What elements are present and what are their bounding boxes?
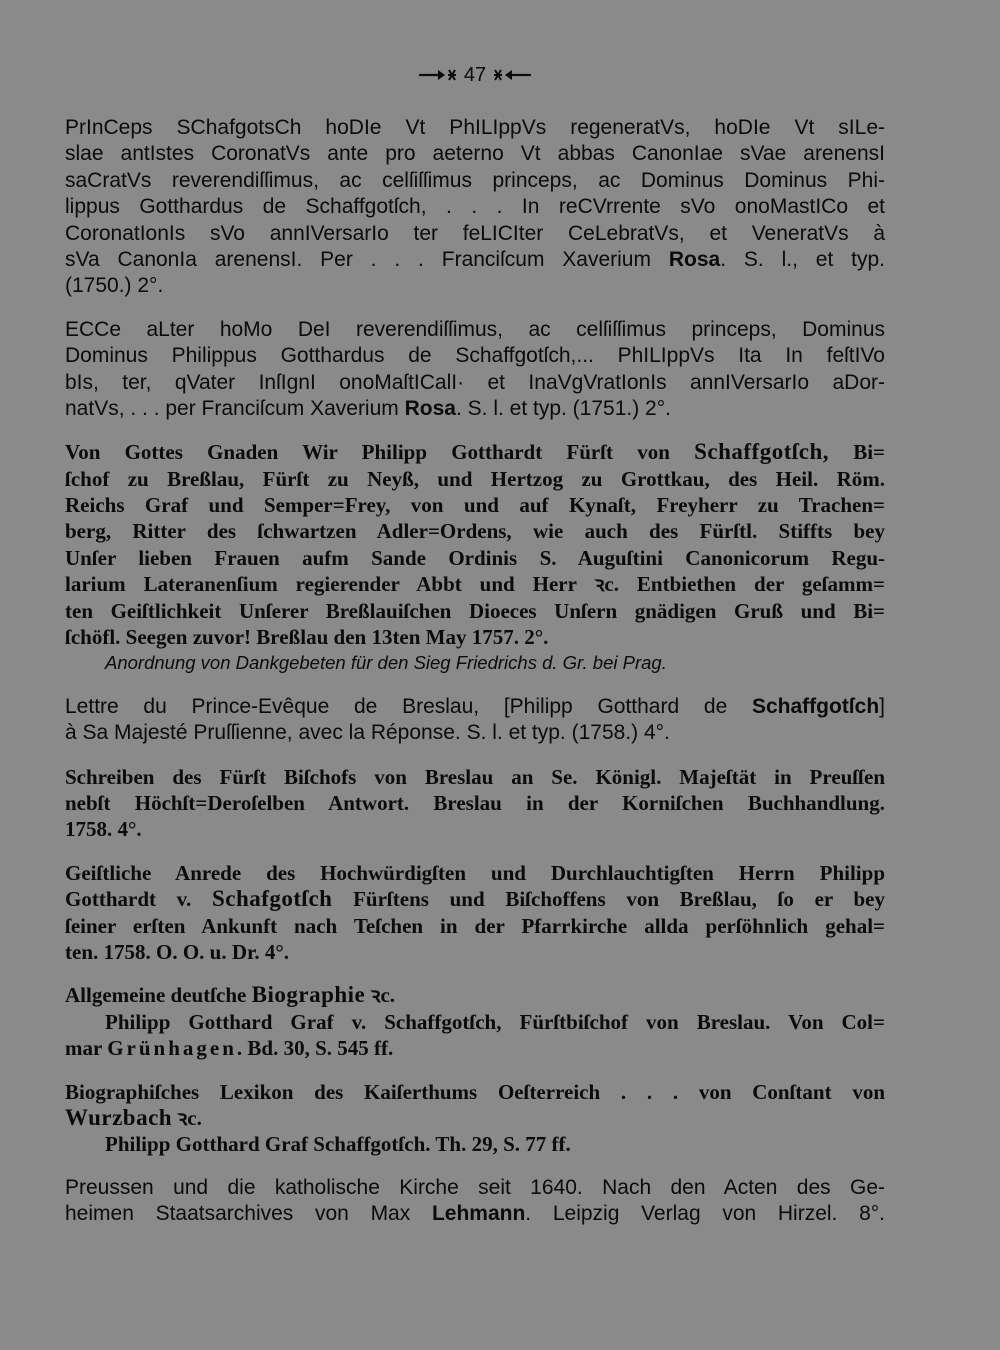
- line-text: à Sa Majesté Pruſſienne, avec la Réponse. S. l. et typ. (1758.) 4°.: [65, 721, 670, 745]
- bibliography-entry: [65, 439, 885, 677]
- page-number: 47: [463, 63, 487, 86]
- line-text: ſchof zu Breßlau, Fürſt zu Neyß, und Hertzog zu Grottkau, des Heil. Röm.: [65, 466, 885, 491]
- line-text: lippus Gotthardus de Schaffgotſch, . . . In reCVrrente sVo onoMastICo et: [65, 195, 885, 219]
- subject-name: Schaffgotſch,: [694, 439, 830, 465]
- entry-line: [65, 1035, 885, 1061]
- line-text: (1750.) 2°.: [65, 274, 164, 298]
- subject-name: Schafgotſch: [211, 886, 333, 912]
- line-text: Dominus Philippus Gotthardus de Schaffgotſch,... PhILIppVs Ita In feſtIVo: [65, 344, 885, 368]
- line-text: Anordnung von Dankgebeten für den Sieg Friedrichs d. Gr. bei Prag.: [105, 652, 667, 674]
- text-segment: mar: [65, 1036, 108, 1061]
- entry-line: [65, 221, 885, 247]
- entry-line: [65, 694, 885, 720]
- text-segment: ꝛc.: [365, 983, 396, 1008]
- entry-line: [65, 343, 885, 369]
- ornament-left-icon: [418, 67, 458, 83]
- line-text: bIs, ter, qVater InſIgnI onoMaſtICalI· et InaVgVratIonIs annIVersarIo aDor-: [65, 370, 885, 394]
- line-text: Reichs Graf und Semper=Frey, von und auf Kynaſt, Freyherr zu Trachen=: [65, 493, 885, 518]
- line-text: ten. 1758. O. O. u. Dr. 4°.: [65, 939, 290, 964]
- entry-line: [65, 598, 885, 624]
- text-segment: Gotthardt v.: [65, 887, 212, 912]
- entry-line: [65, 396, 885, 422]
- entry-line: [65, 571, 885, 597]
- ornament-right-icon: [492, 67, 532, 83]
- entry-line: [65, 168, 885, 194]
- entry-line: [65, 1175, 885, 1201]
- line-text: slae antIstes CoronatVs ante pro aeterno Vt abbas CanonIae sVae arenensI: [65, 142, 885, 166]
- author-name: Grünhagen: [107, 1036, 237, 1061]
- entry-line: [65, 545, 885, 571]
- line-text: Biographiſches Lexikon des Kaiſerthums Oeſterreich . . . von Conſtant von: [65, 1079, 885, 1104]
- entry-line: [65, 317, 885, 343]
- text-segment: ꝛc.: [172, 1105, 202, 1130]
- text-segment: ]: [879, 694, 885, 718]
- author-name: Wurzbach: [65, 1104, 173, 1130]
- line-text: Unſer lieben Frauen aufm Sande Ordinis S. Auguſtini Canonicorum Regu-: [65, 545, 885, 570]
- bibliography-entry: [65, 764, 885, 843]
- line-text: 1758. 4°.: [65, 817, 142, 842]
- text-segment: . Leipzig Verlag von Hirzel. 8°.: [525, 1202, 886, 1226]
- entry-line: [65, 439, 885, 465]
- work-title: Biographie: [251, 982, 366, 1008]
- bibliography-column: [65, 115, 885, 1244]
- entry-line: [65, 624, 885, 650]
- line-text: Schreiben des Fürſt Biſchofs von Breslau an Se. Königl. Majeſtät in Preuſſen: [65, 764, 885, 789]
- entry-line: [65, 273, 885, 299]
- line-text: ten Geiſtlichkeit Unſerer Breßlauiſchen Dioeces Unſern gnädigen Gruß und Bi=: [65, 598, 885, 623]
- bibliography-entry: [65, 982, 885, 1061]
- line-text: Geiſtliche Anrede des Hochwürdigſten und Durchlauchtigſten Herrn Philipp: [65, 860, 885, 885]
- bibliography-entry: [65, 1079, 885, 1158]
- line-text: Philipp Gotthard Graf v. Schaffgotſch, Fürſtbiſchof von Breslau. Von Col=: [105, 1009, 885, 1034]
- text-segment: . S. l., et typ.: [720, 247, 885, 271]
- line-text: [65, 1201, 885, 1227]
- entry-annotation: [65, 650, 885, 676]
- entry-line: [65, 860, 885, 886]
- entry-line: [65, 1079, 885, 1105]
- entry-line: [65, 982, 885, 1008]
- line-text: [65, 396, 671, 422]
- entry-line: [65, 115, 885, 141]
- line-text: berg, Ritter des ſchwartzen Adler=Ordens, wie auch des Fürſtl. Stiffts bey: [65, 519, 885, 544]
- line-text: [65, 1035, 393, 1061]
- entry-line: [65, 939, 885, 965]
- text-segment: sVa CanonIa arenensI. Per . . . Franciſcum Xaverium: [65, 247, 669, 271]
- line-text: saCratVs reverendiſſimus, ac celſiſſimus princeps, ac Dominus Dominus Phi-: [65, 168, 885, 192]
- text-segment: Allgemeine deutſche: [65, 983, 252, 1008]
- entry-line: [65, 790, 885, 816]
- bibliography-entry: [65, 860, 885, 966]
- entry-line: [65, 816, 885, 842]
- line-text: Philipp Gotthard Graf Schaffgotſch. Th. 29, S. 77 ff.: [105, 1132, 571, 1157]
- printer-name: Rosa: [668, 247, 721, 271]
- line-text: [65, 694, 885, 720]
- entry-line: [65, 492, 885, 518]
- line-text: Preussen und die katholische Kirche seit 1640. Nach den Acten des Ge-: [65, 1175, 885, 1199]
- line-text: [65, 982, 395, 1008]
- author-name: Lehmann: [431, 1202, 526, 1226]
- text-segment: Von Gottes Gnaden Wir Philipp Gotthardt Fürſt von: [65, 440, 695, 465]
- line-text: larium Lateranenſium regierender Abbt und Herr ꝛc. Entbiethen der geſamm=: [65, 572, 885, 597]
- entry-line: [65, 1131, 885, 1157]
- line-text: ſeiner erſten Ankunft nach Teſchen in der Pfarrkirche allda perſöhnlich gehal=: [65, 913, 885, 938]
- text-segment: Fürſtens und Biſchoffens von Breßlau, ſo er bey: [332, 887, 885, 912]
- page-header: [65, 60, 885, 90]
- bibliography-entry: [65, 317, 885, 423]
- text-segment: Lettre du Prince-Evêque de Breslau, [Philipp Gotthard de: [65, 694, 752, 718]
- entry-line: [65, 1201, 885, 1227]
- text-segment: . S. l. et typ. (1751.) 2°.: [455, 396, 671, 420]
- text-segment: heimen Staatsarchives von Max: [65, 1202, 432, 1226]
- entry-line: [65, 194, 885, 220]
- printer-name: Rosa: [404, 396, 456, 420]
- entry-line: [65, 1009, 885, 1035]
- line-text: [65, 247, 885, 273]
- entry-line: [65, 370, 885, 396]
- entry-line: [65, 141, 885, 167]
- bibliography-entry: [65, 115, 885, 300]
- entry-line: [65, 247, 885, 273]
- entry-line: [65, 913, 885, 939]
- text-segment: natVs, . . . per Franciſcum Xaverium: [65, 396, 405, 420]
- line-text: nebſt Höchſt=Deroſelben Antwort. Breslau in der Korniſchen Buchhandlung.: [65, 790, 885, 815]
- text-segment: Bi=: [829, 440, 886, 465]
- line-text: PrInCeps SChafgotsCh hoDIe Vt PhILIppVs regeneratVs, hoDIe Vt sILe-: [65, 116, 885, 139]
- entry-line: [65, 886, 885, 912]
- entry-line: [65, 1105, 885, 1131]
- bibliography-entry: [65, 1175, 885, 1228]
- entry-line: [65, 518, 885, 544]
- entry-line: [65, 720, 885, 746]
- line-text: ECCe aLter hoMo DeI reverendiſſimus, ac celſiſſimus princeps, Dominus: [65, 317, 885, 341]
- line-text: ſchöfl. Seegen zuvor! Breßlau den 13ten May 1757. 2°.: [65, 625, 549, 650]
- line-text: [65, 886, 885, 912]
- line-text: CoronatIonIs sVo annIVersarIo ter feLICIter CeLebratVs, et VeneratVs à: [65, 221, 885, 245]
- subject-name: Schaffgotſch: [751, 694, 880, 718]
- text-segment: . Bd. 30, S. 545 ff.: [236, 1036, 394, 1061]
- bibliography-entry: [65, 694, 885, 747]
- line-text: [65, 439, 885, 465]
- entry-line: [65, 466, 885, 492]
- line-text: [65, 1105, 202, 1131]
- entry-line: [65, 764, 885, 790]
